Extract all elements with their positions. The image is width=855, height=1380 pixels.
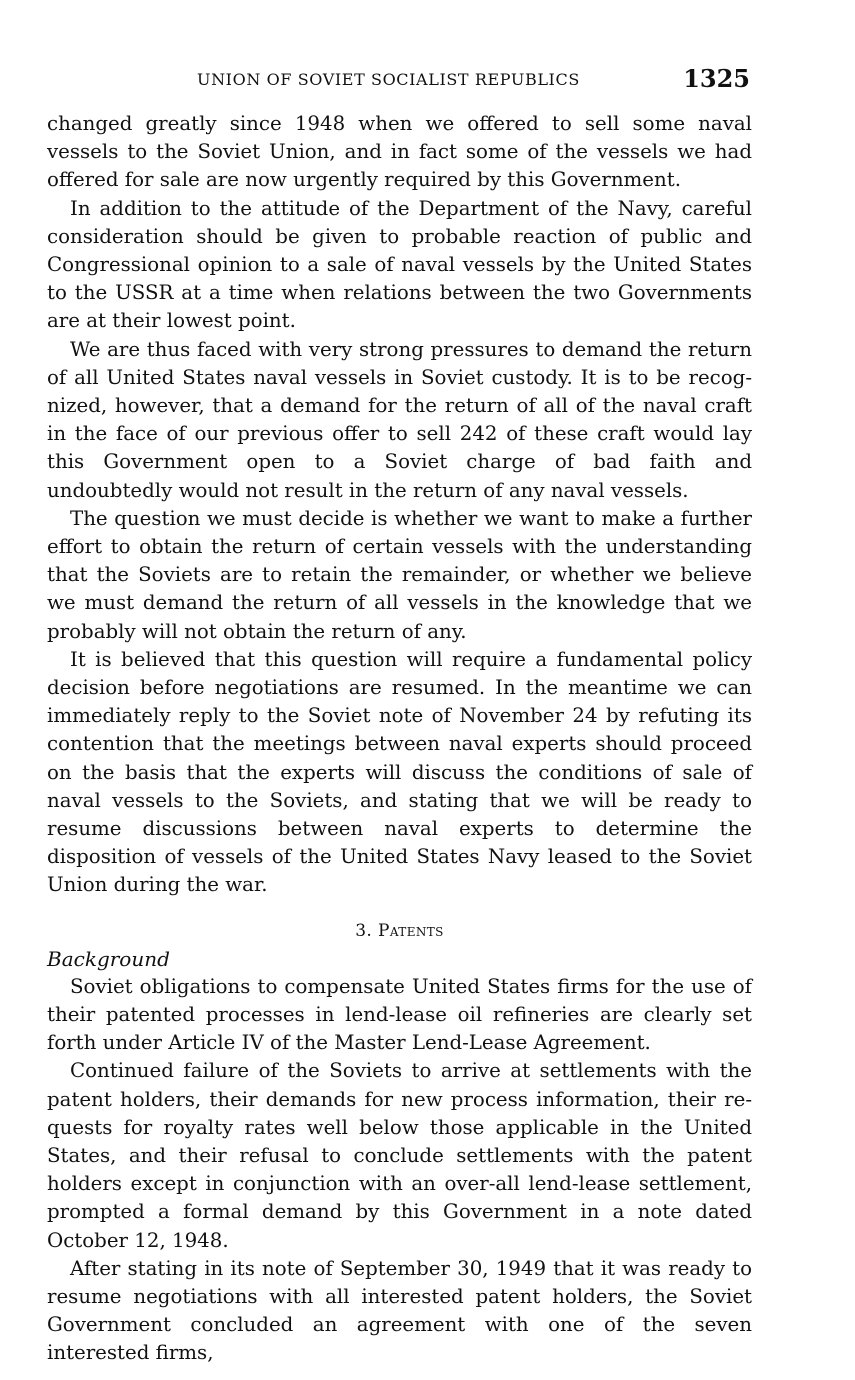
paragraph: changed greatly since 1948 when we offered to sell some naval vessels to the Soviet Union, and in fact some of the vessels we had offered for sale are now urgently required by this Government.	[47, 112, 752, 192]
paragraph: We are thus faced with very strong pressures to demand the return of all United States naval vessels in Soviet custody. It is to be recognized, however, that a demand for the return of all of the naval craft in the face of our previous offer to sell 242 of these craft would lay this Government open to a Soviet charge of bad faith and undoubtedly would not result in the return of any naval vessels.	[47, 337, 752, 502]
paragraph: The question we must decide is whether we want to make a further effort to obtain the return of certain vessels with the understanding that the Soviets are to retain the remainder, or whether we believe we must demand the return of all vessels in the knowledge that we probably will not obtain the return of any.	[47, 506, 752, 643]
paragraph: After stating in its note of September 30, 1949 that it was ready to resume negotiations with all interested patent holders, the Soviet Government concluded an agreement with one of the seven interested firms,	[47, 1256, 752, 1365]
document-page	[47, 60, 752, 1368]
paragraph: It is believed that this question will require a fundamental policy decision before negotiations are resumed. In the meantime we can immediately reply to the Soviet note of November 24 by refuting its contention that the meetings between naval experts should proceed on the basis that the experts will discuss the conditions of sale of naval vessels to the Soviets, and stating that we will be ready to resume discussions between naval experts to determine the disposition of vessels of the United States Navy leased to the Soviet Union during the war.	[47, 647, 752, 897]
running-title: UNION OF SOVIET SOCIALIST REPUBLICS	[197, 70, 580, 89]
section-number: 3.	[355, 920, 373, 941]
section-title: Patents	[378, 920, 444, 941]
subheading: Background	[47, 946, 170, 971]
running-header	[47, 60, 752, 100]
section-heading	[47, 917, 752, 945]
paragraph: In addition to the attitude of the Department of the Navy, careful consideration should be given to probable reaction of public and Congressional opinion to a sale of naval vessels by the United States to the USSR at a time when relations between the two Governments are at their lowest point.	[47, 196, 752, 333]
page-number: 1325	[683, 64, 750, 93]
paragraph: Continued failure of the Soviets to arrive at settlements with the patent holders, their demands for new process information, their requests for royalty rates well below those applicable in the United States, and their refusal to conclude settlements with the patent holders except in conjunction with an over-all lend-lease settlement, prompted a formal demand by this Government in a note dated October 12, 1948.	[47, 1059, 752, 1252]
paragraph: Soviet obligations to compensate United States firms for the use of their patented processes in lend-lease oil refineries are clearly set forth under Article IV of the Master Lend-Lease Agreement.	[47, 974, 752, 1055]
